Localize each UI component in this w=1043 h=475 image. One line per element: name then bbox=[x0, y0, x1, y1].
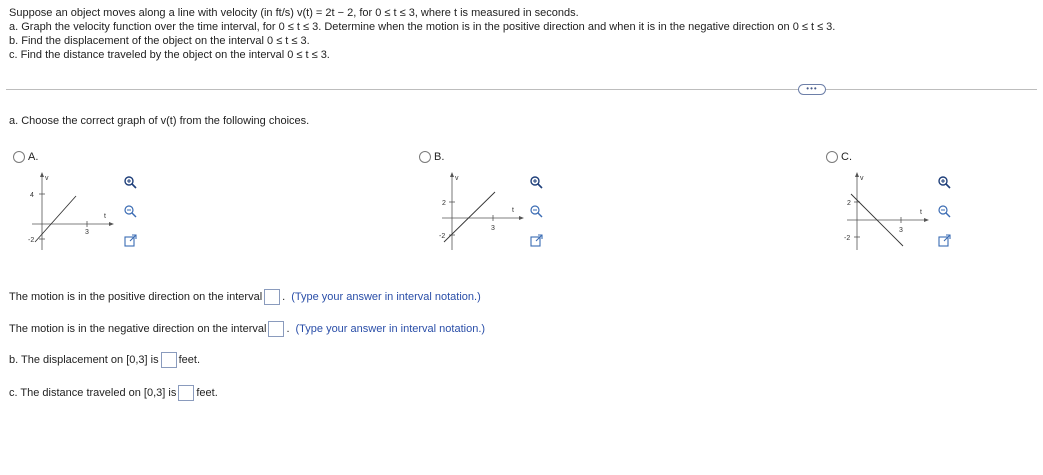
choice-a-x-tick: 3 bbox=[85, 229, 89, 236]
positive-interval-input[interactable] bbox=[264, 289, 280, 305]
choice-b-x-tick: 3 bbox=[491, 225, 495, 232]
open-window-icon[interactable] bbox=[937, 234, 951, 248]
distance-text: c. The distance traveled on [0,3] is bbox=[9, 387, 177, 399]
zoom-in-icon[interactable] bbox=[937, 175, 951, 189]
positive-hint: (Type your answer in interval notation.) bbox=[291, 291, 481, 303]
choice-c-label: C. bbox=[841, 151, 852, 163]
problem-line-4: c. Find the distance traveled by the object on the interval 0 ≤ t ≤ 3. bbox=[9, 49, 330, 61]
problem-line-2: a. Graph the velocity function over the time interval, for 0 ≤ t ≤ 3. Determine when the motion is in the positive direction and when it is in the negative direction on 0 ≤ t ≤ 3. bbox=[9, 21, 836, 33]
choice-c-y-tick-top: 2 bbox=[847, 200, 851, 207]
zoom-out-icon[interactable] bbox=[123, 204, 137, 218]
displacement-row bbox=[9, 352, 200, 368]
choice-a-y-tick-top: 4 bbox=[30, 192, 34, 199]
positive-direction-row bbox=[9, 289, 481, 305]
choice-b-y-tick-bottom: -2 bbox=[439, 233, 446, 240]
choice-b-y-tick-top: 2 bbox=[442, 200, 446, 207]
zoom-in-icon[interactable] bbox=[123, 175, 137, 189]
zoom-out-icon[interactable] bbox=[529, 204, 543, 218]
choice-c-radio[interactable] bbox=[826, 151, 838, 163]
negative-direction-text: The motion is in the negative direction on the interval bbox=[9, 323, 267, 335]
choice-a-graph bbox=[30, 172, 115, 252]
open-window-icon[interactable] bbox=[529, 234, 543, 248]
choice-b-x-label: t bbox=[512, 207, 514, 214]
choice-c-x-tick: 3 bbox=[899, 227, 903, 234]
displacement-text: b. The displacement on [0,3] is bbox=[9, 354, 159, 366]
problem-statement bbox=[9, 6, 835, 62]
problem-line-1: Suppose an object moves along a line with velocity (in ft/s) v(t) = 2t − 2, for 0 ≤ t ≤ 3, where t is measured in seconds. bbox=[9, 7, 579, 19]
negative-hint: (Type your answer in interval notation.) bbox=[295, 323, 486, 335]
section-divider bbox=[6, 89, 1037, 90]
period: . bbox=[286, 323, 290, 335]
distance-unit: feet. bbox=[196, 387, 218, 399]
choice-b-y-label: v bbox=[455, 175, 459, 182]
part-a-prompt: a. Choose the correct graph of v(t) from the following choices. bbox=[9, 115, 310, 127]
choice-b-graph bbox=[440, 172, 525, 252]
open-window-icon[interactable] bbox=[123, 234, 137, 248]
distance-input[interactable] bbox=[178, 385, 194, 401]
distance-row bbox=[9, 385, 218, 401]
choice-a-radio[interactable] bbox=[13, 151, 25, 163]
positive-direction-text: The motion is in the positive direction on the interval bbox=[9, 291, 263, 303]
choice-c-x-label: t bbox=[920, 209, 922, 216]
zoom-in-icon[interactable] bbox=[529, 175, 543, 189]
choice-c-y-label: v bbox=[860, 175, 864, 182]
choice-c-graph bbox=[845, 172, 930, 252]
displacement-unit: feet. bbox=[178, 354, 201, 366]
negative-interval-input[interactable] bbox=[268, 321, 284, 337]
choice-a-label: A. bbox=[28, 151, 39, 163]
zoom-out-icon[interactable] bbox=[937, 204, 951, 218]
more-button[interactable]: ••• bbox=[798, 84, 826, 95]
period: . bbox=[282, 291, 286, 303]
negative-direction-row bbox=[9, 321, 485, 337]
choice-b-label: B. bbox=[434, 151, 445, 163]
choice-a-x-label: t bbox=[104, 213, 106, 220]
choice-a-y-label: v bbox=[45, 175, 49, 182]
displacement-input[interactable] bbox=[161, 352, 177, 368]
choice-a-y-tick-bottom: -2 bbox=[28, 237, 35, 244]
problem-line-3: b. Find the displacement of the object on the interval 0 ≤ t ≤ 3. bbox=[9, 35, 310, 47]
choice-b-radio[interactable] bbox=[419, 151, 431, 163]
choice-c-y-tick-bottom: -2 bbox=[844, 235, 851, 242]
